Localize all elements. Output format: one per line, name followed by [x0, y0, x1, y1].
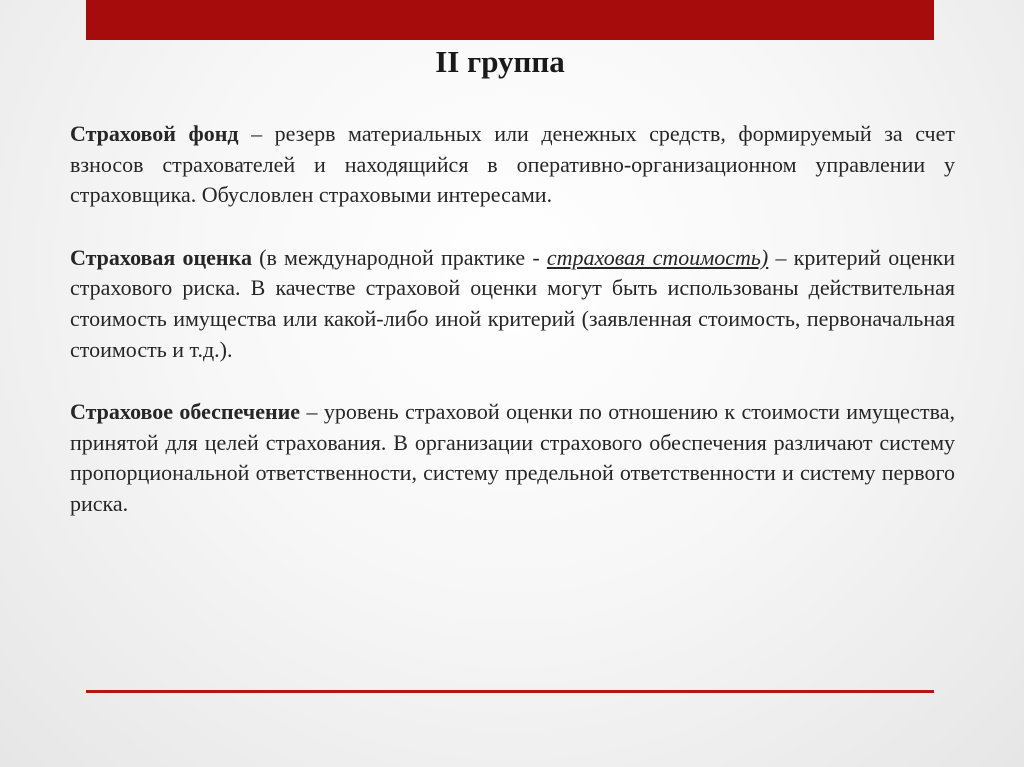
- slide-title: II группа: [435, 44, 565, 79]
- term-insurance-value: страховая стоимость): [546, 244, 769, 270]
- definition-text-insurance-valuation: – критерий оценки страхового риска. В качестве страховой оценки могут быть использованы действительная стоимость имущества или какой-либо иной критерий (заявленная стоимость, первоначальная стоимость и т.д.).: [70, 244, 955, 362]
- definition-insurance-valuation: [70, 243, 955, 365]
- definition-text-insurance-fund: – резерв материальных или денежных средств, формируемый за счет взносов страхователей и находящийся в оперативно-организационном управлении у страховщика. Обусловлен страховыми интересами.: [70, 121, 955, 208]
- definition-insurance-coverage: [70, 397, 955, 519]
- bottom-divider: [86, 690, 934, 693]
- definition-text-insurance-valuation-intro: (в международной практике -: [251, 244, 547, 270]
- slide-body: [70, 119, 955, 552]
- term-insurance-fund: Страховой фонд: [70, 121, 239, 146]
- definition-insurance-fund: [70, 119, 955, 211]
- term-insurance-valuation: Страховая оценка: [70, 244, 252, 270]
- definition-text-insurance-coverage: – уровень страховой оценки по отношению к стоимости имущества, принятой для целей страхования. В организации страхового обеспечения различают систему пропорциональной ответственности, систему предельной ответственности и систему первого риска.: [70, 399, 955, 516]
- top-accent-bar: [86, 0, 934, 40]
- term-insurance-coverage: Страховое обеспечение: [70, 399, 301, 425]
